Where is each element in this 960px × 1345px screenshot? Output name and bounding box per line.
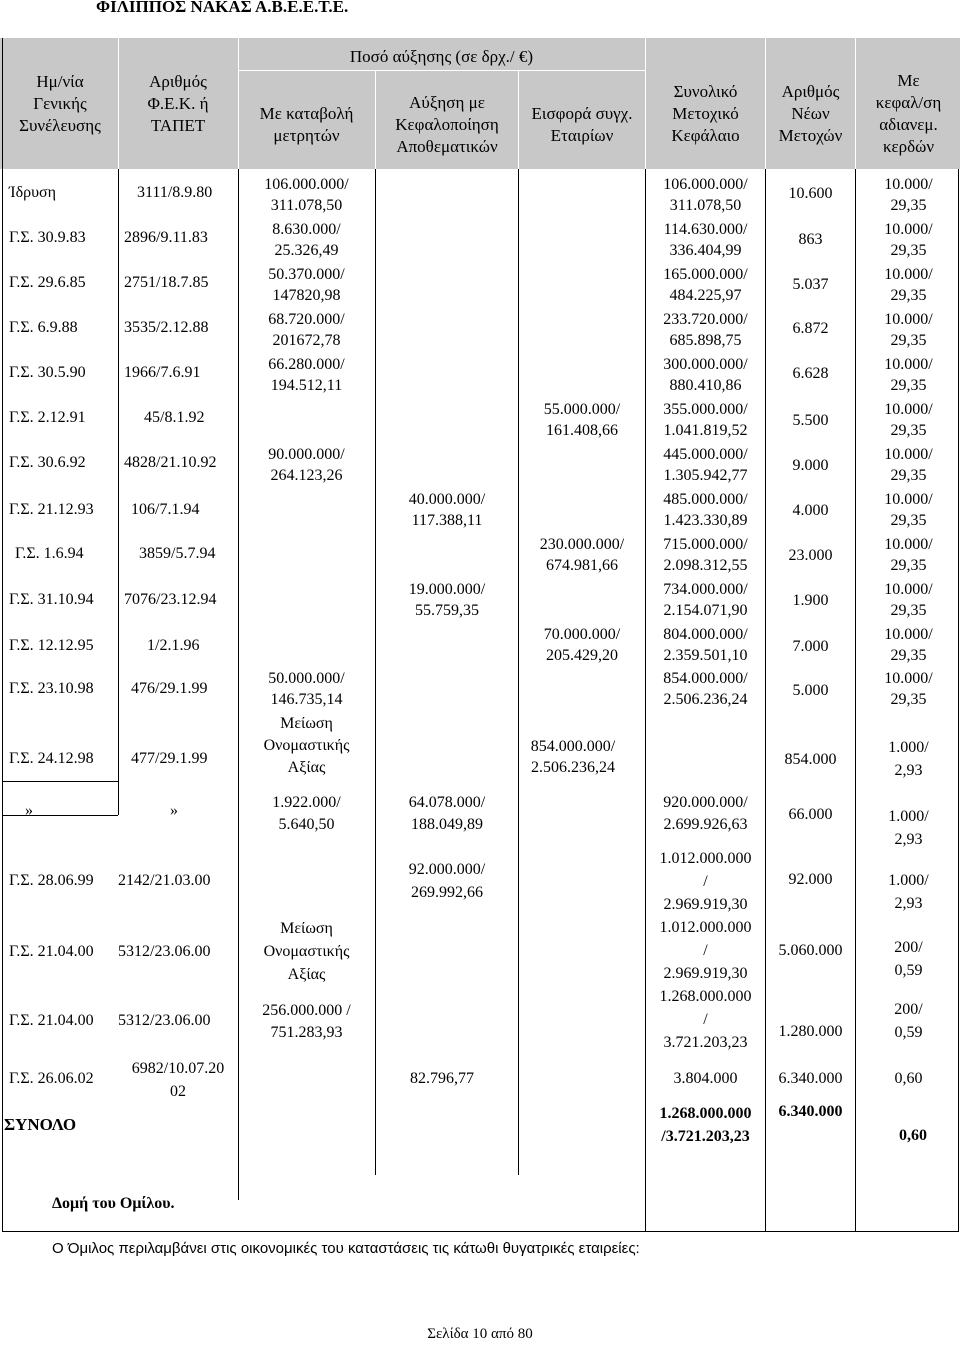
- grid-line: [645, 169, 646, 1232]
- header-fek: Αριθμός Φ.Ε.Κ. ή ΤΑΠΕΤ: [147, 72, 209, 135]
- page-number: Σελίδα 10 από 80: [427, 1326, 533, 1342]
- header-contribution: Εισφορά συγχ. Εταιρίων: [531, 104, 633, 145]
- grid-line: [2, 781, 118, 782]
- grid-line: [855, 169, 856, 1232]
- grid-line: [2, 815, 118, 816]
- header-par-value: Με κεφαλ/ση αδιανεμ. κερδών: [875, 71, 942, 156]
- header-cash: Με καταβολή μετρητών: [259, 104, 354, 145]
- grid-line: [518, 169, 519, 1175]
- header-amount-group: Ποσό αύξησης (σε δρχ./ €): [349, 47, 534, 66]
- grid-line: [765, 169, 766, 1232]
- paragraph: Ο Όμιλος περιλαμβάνει στις οικονομικές του καταστάσεις τις κάτωθι θυγατρικές εταιρείες:: [52, 1240, 640, 1257]
- grid-line: [118, 169, 119, 815]
- grid-line: [2, 169, 3, 1231]
- grid-line: [2, 1231, 959, 1232]
- header-new-shares: Αριθμός Νέων Μετοχών: [778, 82, 843, 145]
- grid-line: [375, 169, 376, 1175]
- header-total-capital: Συνολικό Μετοχικό Κεφάλαιο: [671, 82, 740, 145]
- section-heading: Δομή του Ομίλου.: [52, 1195, 175, 1212]
- company-title: ΦΙΛΙΠΠΟΣ ΝΑΚΑΣ Α.Β.Ε.Ε.Τ.Ε.: [96, 0, 349, 16]
- header-reserves: Αύξηση με Κεφαλοποίηση Αποθεματικών: [395, 93, 499, 156]
- grid-line: [238, 169, 239, 1200]
- header-date: Ημ/νία Γενικής Συνέλευσης: [19, 72, 101, 135]
